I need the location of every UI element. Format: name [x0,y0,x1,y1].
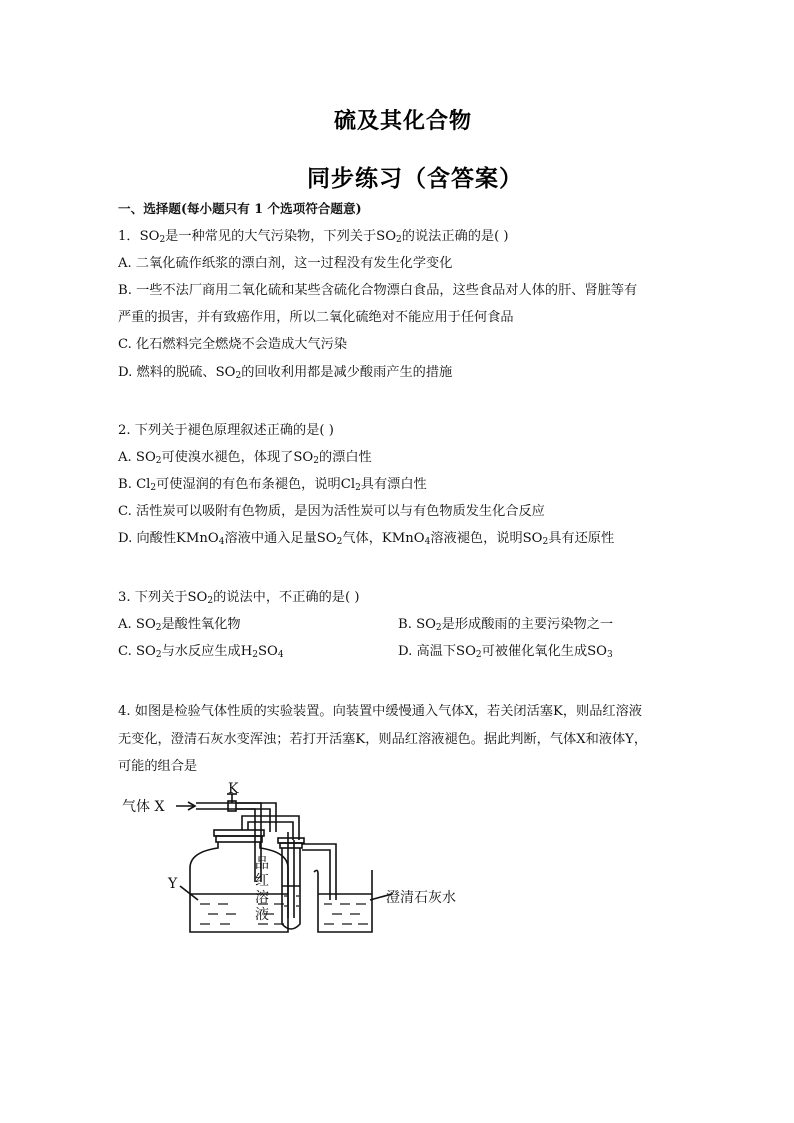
document-subtitle: 同步练习（含答案） [307,166,523,192]
question-1-option-d: D. 燃料的脱硫、$SO_2$的回收利用都是减少酸雨产生的措施 [118,365,453,381]
question-2-option-c: C. 活性炭可以吸附有色物质，是因为活性炭可以与有色物质发生化合反应 [118,504,545,519]
question-3-option-a: A. $SO_2$是酸性氧化物 [118,617,241,633]
test-tube-inner-tube [288,832,294,918]
question-4-stem-line1: 4. 如图是检验气体性质的实验装置。向装置中缓慢通入气体X，若关闭活塞K，则品红溶液 [118,704,642,719]
liquid-dashes [200,896,368,924]
beaker [314,870,372,932]
question-2-option-a: A. $SO_2$可使溴水褪色，体现了$SO_2$的漂白性 [118,450,372,466]
question-2-option-d: D. 向酸性KMnO$_4$溶液中通入足量$SO_2$气体，KMnO$_4$溶液褪色，说明$SO_2$具有还原性 [118,531,615,547]
question-4-stem-line2: 无变化，澄清石灰水变浑浊；若打开活塞K，则品红溶液褪色。据此判断，气体X和液体Y， [118,732,648,747]
gas-washing-bottle [190,842,288,932]
question-3-option-c: C. $SO_2$与水反应生成$H_2SO_4$ [118,644,284,660]
question-3-option-d: D. 高温下$SO_2$可被催化氧化生成$SO_3$ [398,644,613,660]
question-2-option-b: B. $Cl_2$可使湿润的有色布条褪色，说明$Cl_2$具有漂白性 [118,477,427,493]
experiment-apparatus-figure [118,782,478,942]
section-heading: 一、选择题(每小题只有 1 个选项符合题意) [118,201,362,216]
valve-k-label: K [228,782,239,797]
pinhong-label-1: 品 [255,856,269,872]
question-4-stem-line3: 可能的组合是 [118,759,198,774]
question-3-stem: 3. 下列关于$SO_2$的说法中，不正确的是( ) [118,590,360,606]
document-title: 硫及其化合物 [333,109,472,134]
question-3-option-b: B. $SO_2$是形成酸雨的主要污染物之一 [398,617,614,633]
bottle-stopper-top [214,830,264,836]
gas-x-label: 气体 X [122,799,165,815]
question-1-option-a: A. 二氧化硫作纸浆的漂白剂，这一过程没有发生化学变化 [118,256,453,271]
question-1-option-c: C. 化石燃料完全燃烧不会造成大气污染 [118,337,348,352]
pinhong-label-4: 液 [255,907,269,923]
limewater-label: 澄清石灰水 [386,890,456,906]
test-tube-stopper-bottom [280,843,302,848]
bypass-tube [237,803,276,832]
label-y-leader [180,886,198,900]
liquid-y-label: Y [168,876,178,892]
pinhong-label-2: 红 [255,873,269,889]
test-tube-outlet-tube [302,844,336,900]
pinhong-label-3: 溶 [255,890,269,906]
question-1-option-b-line1: B. 一些不法厂商用二氧化硫和某些含硫化合物漂白食品，这些食品对人体的肝、肾脏等有 [118,283,638,298]
test-tube [282,848,300,929]
question-1-stem: 1．$SO_2$是一种常见的大气污染物，下列关于$SO_2$的说法正确的是( ) [118,229,509,245]
question-2-stem: 2. 下列关于褪色原理叙述正确的是( ) [118,423,334,438]
question-1-option-b-line2: 严重的损害，并有致癌作用，所以二氧化硫绝对不能应用于任何食品 [118,310,514,325]
